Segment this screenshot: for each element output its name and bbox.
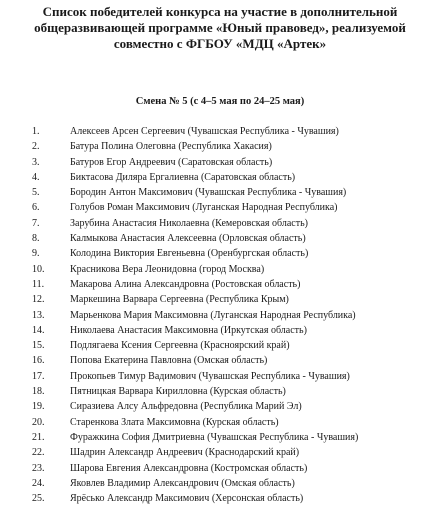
list-item-number: 13. [32, 309, 45, 321]
list-item [0, 246, 440, 261]
list-item-number: 25. [32, 493, 45, 505]
list-item-text: Батуров Егор Андреевич (Саратовская область) [70, 156, 273, 168]
list-item [0, 491, 440, 506]
list-item-text: Ярёсько Александр Максимович (Херсонская область) [70, 493, 304, 505]
list-item-number: 19. [32, 401, 45, 413]
list-item-text: Макарова Алина Александровна (Ростовская область) [70, 278, 301, 290]
list-item-number: 12. [32, 294, 45, 306]
title-line: Список победителей конкурса на участие в дополнительной [42, 4, 398, 19]
session-subtitle: Смена № 5 (с 4–5 мая по 24–25 мая) [135, 96, 305, 107]
list-item-number: 3. [32, 156, 40, 168]
list-item-number: 9. [32, 248, 40, 260]
list-item-number: 23. [32, 462, 45, 474]
list-item [0, 445, 440, 460]
list-item-text: Шадрин Александр Андреевич (Краснодарский край) [70, 447, 300, 459]
list-item-text: Голубов Роман Максимович (Луганская Народная Республика) [70, 202, 338, 214]
list-item-text: Зарубина Анастасия Николаевна (Кемеровская область) [70, 217, 308, 229]
list-item-text: Батура Полина Олеговна (Республика Хакасия) [70, 141, 272, 153]
list-item [0, 338, 440, 353]
list-item [0, 323, 440, 338]
winners-list [0, 124, 440, 506]
list-item-number: 24. [32, 477, 45, 489]
list-item [0, 262, 440, 277]
list-item-number: 10. [32, 263, 45, 275]
list-item-text: Сиразиева Алсу Альфредовна (Республика Марий Эл) [70, 401, 302, 413]
list-item-text: Пятницкая Варвара Кирилловна (Курская область) [70, 386, 286, 398]
list-item-text: Маркешина Варвара Сергеевна (Республика Крым) [70, 294, 289, 306]
title-line: совместно с ФГБОУ «МДЦ «Артек» [113, 36, 327, 51]
list-item [0, 430, 440, 445]
list-item-number: 6. [32, 202, 40, 214]
list-item [0, 308, 440, 323]
list-item [0, 353, 440, 368]
list-item [0, 399, 440, 414]
list-item-number: 17. [32, 370, 45, 382]
list-item-text: Биктасова Диляра Ергалиевна (Саратовская область) [70, 171, 296, 183]
list-item-text: Алексеев Арсен Сергеевич (Чувашская Республика - Чувашия) [70, 126, 339, 137]
list-item-text: Николаева Анастасия Максимовна (Иркутская область) [70, 324, 307, 336]
list-item-number: 1. [32, 126, 40, 137]
list-item-number: 11. [32, 278, 45, 290]
list-item-number: 2. [32, 141, 40, 153]
list-item-number: 15. [32, 340, 45, 352]
list-item-text: Марьенкова Мария Максимовна (Луганская Народная Республика) [70, 309, 356, 321]
list-item-number: 21. [32, 431, 45, 443]
list-item [0, 384, 440, 399]
title-line: общеразвивающей программе «Юный правовед», реализуемой [34, 20, 406, 35]
list-item-text: Бородин Антон Максимович (Чувашская Республика - Чувашия) [70, 187, 347, 199]
list-item [0, 185, 440, 200]
list-item [0, 231, 440, 246]
list-item-number: 20. [32, 416, 45, 428]
list-item-text: Прокопьев Тимур Вадимович (Чувашская Республика - Чувашия) [70, 370, 350, 382]
list-item [0, 415, 440, 430]
list-item-number: 7. [32, 217, 40, 229]
list-item [0, 124, 440, 139]
list-item-text: Яковлев Владимир Александрович (Омская область) [70, 477, 295, 489]
list-item-number: 16. [32, 355, 45, 367]
list-item [0, 277, 440, 292]
list-item-text: Калмыкова Анастасия Алексеевна (Орловская область) [70, 233, 306, 245]
list-item-number: 8. [32, 233, 40, 245]
list-item [0, 476, 440, 491]
list-item-number: 4. [32, 171, 40, 183]
list-item-text: Подлягаева Ксения Сергеевна (Красноярский край) [70, 340, 290, 352]
list-item-number: 18. [32, 386, 45, 398]
list-item-text: Шарова Евгения Александровна (Костромская область) [70, 462, 308, 474]
list-item-text: Фуражкина София Дмитриевна (Чувашская Республика - Чувашия) [70, 431, 359, 443]
list-item-text: Попова Екатерина Павловна (Омская область) [70, 355, 268, 367]
list-item-number: 22. [32, 447, 45, 459]
list-item-number: 5. [32, 187, 40, 199]
list-item-text: Колодина Виктория Евгеньевна (Оренбургская область) [70, 248, 309, 260]
list-item [0, 292, 440, 307]
list-item [0, 216, 440, 231]
list-item [0, 461, 440, 476]
list-item [0, 170, 440, 185]
list-item-number: 14. [32, 324, 45, 336]
list-item [0, 200, 440, 215]
list-item-text: Красникова Вера Леонидовна (город Москва) [70, 263, 265, 275]
document-title [0, 4, 440, 52]
list-item [0, 369, 440, 384]
list-item [0, 155, 440, 170]
list-item [0, 139, 440, 154]
list-item-text: Старенкова Злата Максимовна (Курская область) [70, 416, 279, 428]
